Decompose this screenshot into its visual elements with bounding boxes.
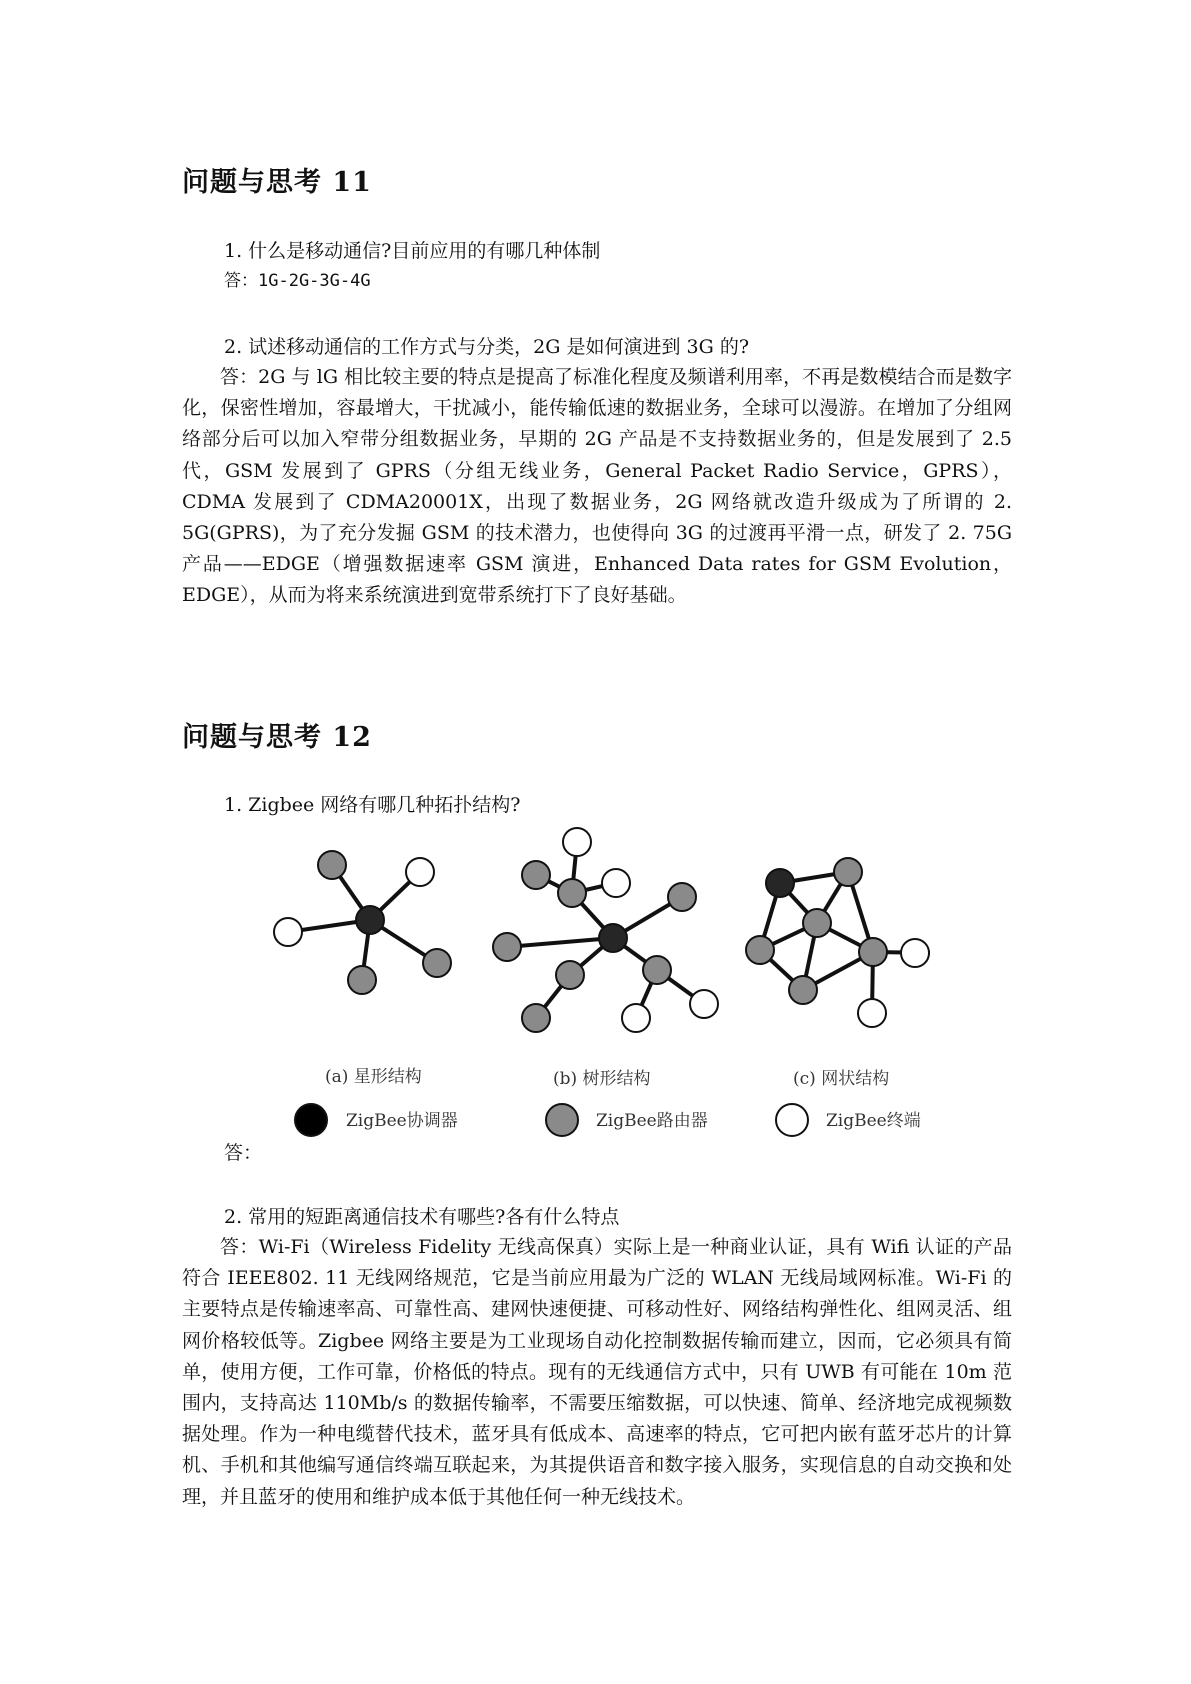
star-router-node [348,966,376,994]
tree-router-node [668,883,696,911]
legend-router-label: ZigBee路由器 [596,1111,708,1131]
tree-end-node [563,828,591,856]
tree-router-node [643,956,671,984]
star-coordinator-node [356,906,384,934]
mesh-router-node [859,938,887,966]
figure-caption-tree: (b) 树形结构 [553,1069,651,1089]
legend-router-icon [546,1104,578,1136]
legend-coordinator-label: ZigBee协调器 [346,1111,458,1131]
tree-router-node [522,1004,550,1032]
legend-end-label: ZigBee终端 [826,1111,921,1131]
mesh-coordinator-node [766,869,794,897]
mesh-router-node [803,909,831,937]
figure-caption-mesh: (c) 网状结构 [793,1069,890,1089]
star-end-node [406,858,434,886]
star-router-node [423,949,451,977]
tree-router-node [558,879,586,907]
section-11-heading: 问题与思考 11 [182,167,372,198]
star-end-node [274,918,302,946]
legend-coordinator-icon [295,1104,327,1136]
section-11-question-1: 1. 什么是移动通信?目前应用的有哪几种体制 [224,240,601,262]
section-12-answer-2: 答：Wi-Fi（Wireless Fidelity 无线高保真）实际上是一种商业认证，具有 Wifi 认证的产品符合 IEEE802. 11 无线网络规范，它是当前应用最为广泛的 WLAN 无线局域网标准。Wi-Fi 的主要特点是传输速率高、可靠性高、建网快速便捷、可移动性好、网络结构弹性化、组网灵活、组网价格较低等。Zigbee 网络主要是为工业现场自动化控制数据传输而建立，因而，它必须具有简单，使用方便，工作可靠，价格低的特点。现有的无线通信方式中，只有 UWB 有可能在 10m 范围内，支持高达 110Mb/s 的数据传输率，不需要压缩数据，可以快速、简单、经济地完成视频数据处理。作为一种电缆替代技术，蓝牙具有低成本、高速率的特点，它可把内嵌有蓝牙芯片的计算机、手机和其他编写通信终端互联起来，为其提供语音和数字接入服务，实现信息的自动交换和处理，并且蓝牙的使用和维护成本低于其他任何一种无线技术。 [182,1236,1012,1508]
star-router-node [318,851,346,879]
legend-end-icon [776,1104,808,1136]
mesh-router-node [746,936,774,964]
section-11-answer-1: 答：1G-2G-3G-4G [224,271,371,291]
zigbee-topology-figure [270,820,930,1140]
tree-end-node [690,990,718,1018]
section-12-answer-1: 答： [224,1142,263,1164]
mesh-end-node [901,939,929,967]
mesh-end-node [858,999,886,1027]
mesh-router-node [789,976,817,1004]
tree-end-node [602,869,630,897]
section-11-question-2: 2. 试述移动通信的工作方式与分类，2G 是如何演进到 3G 的? [224,336,750,358]
tree-end-node [622,1004,650,1032]
tree-coordinator-node [599,924,627,952]
tree-router-node [493,933,521,961]
figure-caption-star: (a) 星形结构 [325,1067,422,1087]
tree-router-node [556,961,584,989]
section-12-question-1: 1. Zigbee 网络有哪几种拓扑结构? [224,794,521,816]
section-12-heading: 问题与思考 12 [182,722,372,753]
tree-router-node [522,861,550,889]
section-12-question-2: 2. 常用的短距离通信技术有哪些?各有什么特点 [224,1206,620,1228]
mesh-router-node [834,858,862,886]
section-11-answer-2: 答：2G 与 lG 相比较主要的特点是提高了标准化程度及频谱利用率，不再是数模结合而是数字化，保密性增加，容最增大，干扰减小，能传输低速的数据业务，全球可以漫游。在增加了分组网络部分后可以加入窄带分组数据业务，早期的 2G 产品是不支持数据业务的，但是发展到了 2.5 代，GSM 发展到了 GPRS（分组无线业务，General Packet Radio Service，GPRS），CDMA 发展到了 CDMA20001X，出现了数据业务，2G 网络就改造升级成为了所谓的 2. 5G(GPRS)，为了充分发掘 GSM 的技术潜力，也使得向 3G 的过渡再平滑一点，研发了 2. 75G 产品——EDGE（增强数据速率 GSM 演进，Enhanced Data rates for GSM Evolution，EDGE），从而为将来系统演进到宽带系统打下了良好基础。 [182,366,1012,607]
